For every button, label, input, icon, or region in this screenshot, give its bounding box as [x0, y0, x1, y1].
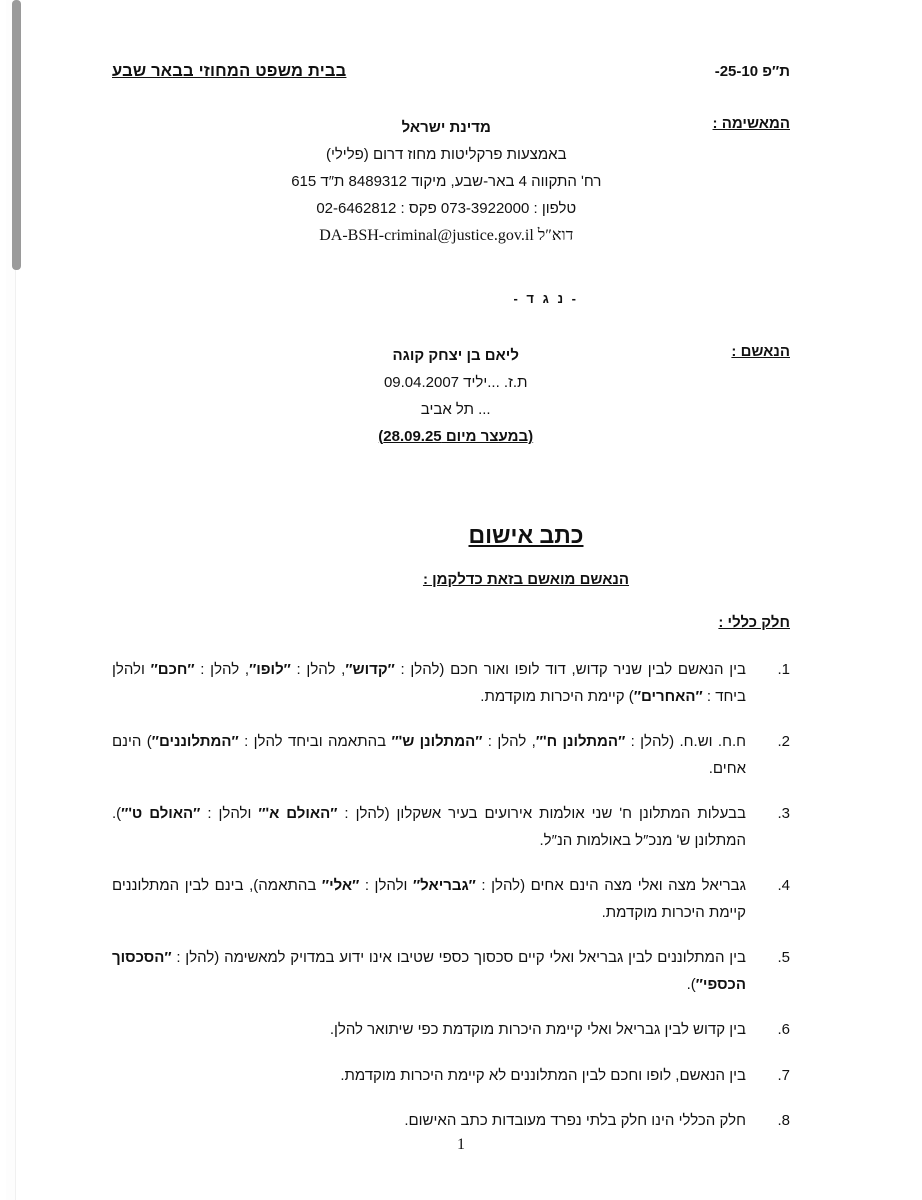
clause-text: בין הנאשם, לופו וחכם לבין המתלוננים לא קיימת היכרות מוקדמת. [340, 1066, 746, 1084]
clause-item [112, 801, 790, 854]
clause-text: בין המתלוננים לבין גבריאל ואלי קיים סכסוך כספי שטיבו אינו ידוע במדויק למאשימה (להלן : ″הסכסוך הכספי″). [112, 949, 746, 993]
clause-number: 2. [777, 733, 790, 750]
clause-text: בבעלות המתלונן חʹ שני אולמות אירועים בעיר אשקלון (להלן : ″האולם אʹ″ ולהלן : ″האולם טʹ″). המתלונן שʹ מנכ″ל באולמות הנ″ל. [112, 805, 746, 849]
versus-separator: - נ ג ד - [513, 291, 579, 306]
plaintiff-block [112, 114, 790, 249]
plaintiff-email: דוא″ל DA-BSH-criminal@justice.gov.il [319, 227, 574, 244]
clause-number: 6. [777, 1021, 790, 1038]
clause-number: 4. [777, 877, 790, 894]
clause-item [112, 1108, 790, 1135]
clause-item [112, 729, 790, 782]
clause-text: חלק הכללי הינו חלק בלתי נפרד מעובדות כתב האישום. [404, 1112, 746, 1129]
plaintiff-phone: טלפון : 073-3922000 פקס : 02-6462812 [316, 200, 577, 217]
plaintiff-address: רחʹ התקווה 4 באר-שבע, מיקוד 8489312 ת″ד 615 [291, 173, 602, 190]
clause-number: 5. [777, 949, 790, 966]
clause-number: 1. [777, 661, 790, 678]
clause-item [112, 1063, 790, 1090]
plaintiff-label: המאשימה : [712, 115, 790, 132]
clause-item [112, 1017, 790, 1044]
defendant-custody-status: (במעצר מיום 28.09.25) [378, 428, 534, 445]
page-number: 1 [457, 1136, 465, 1153]
page-title: כתב אישום [468, 522, 584, 548]
court-title: בבית משפט המחוזי בבאר שבע [112, 62, 347, 80]
clause-item [112, 873, 790, 926]
clause-number: 8. [777, 1112, 790, 1129]
clause-list [112, 657, 790, 1135]
clause-text: גבריאל מצה ואלי מצה הינם אחים (להלן : ″גבריאל″ ולהלן : ″אלי″ בהתאמה), בינם לבין המתלוננים קיימת היכרות מוקדמת. [112, 877, 746, 921]
case-number: ת″פ 25-10- [714, 63, 790, 80]
clause-text: ח.ח. וש.ח. (להלן : ″המתלונן חʹ″, להלן : ″המתלונן שʹ″ בהתאמה וביחד להלן : ″המתלוננים″) הינם אחים. [112, 733, 747, 777]
plaintiff-agency: באמצעות פרקליטות מחוז דרום (פלילי) [325, 146, 567, 163]
plaintiff-details [112, 114, 713, 249]
page-subtitle: הנאשם מואשם בזאת כדלקמן : [422, 571, 630, 588]
defendant-details [112, 342, 731, 450]
clause-number: 3. [777, 805, 790, 822]
defendant-city: ... תל אביב [420, 401, 491, 418]
section-heading-general: חלק כללי : [718, 614, 790, 631]
clause-item [112, 945, 790, 998]
plaintiff-name: מדינת ישראל [401, 119, 491, 136]
defendant-label: הנאשם : [731, 343, 790, 360]
defendant-id: ת.ז. ...יליד 09.04.2007 [383, 374, 528, 391]
clause-text: בין הנאשם לבין שניר קדוש, דוד לופו ואור חכם (להלן : ″קדוש″, להלן : ″לופו″, להלן : ″חכם″ ולהלן ביחד : ″האחרים″) קיימת היכרות מוקדמת. [112, 661, 746, 705]
defendant-block [112, 342, 790, 450]
clause-text: בין קדוש לבין גבריאל ואלי קיימת היכרות מוקדמת כפי שיתואר להלן. [329, 1021, 746, 1038]
document-header [112, 0, 790, 81]
clause-item [112, 657, 790, 710]
defendant-name: ליאם בן יצחק קוגה [392, 347, 519, 364]
clause-number: 7. [777, 1066, 790, 1084]
